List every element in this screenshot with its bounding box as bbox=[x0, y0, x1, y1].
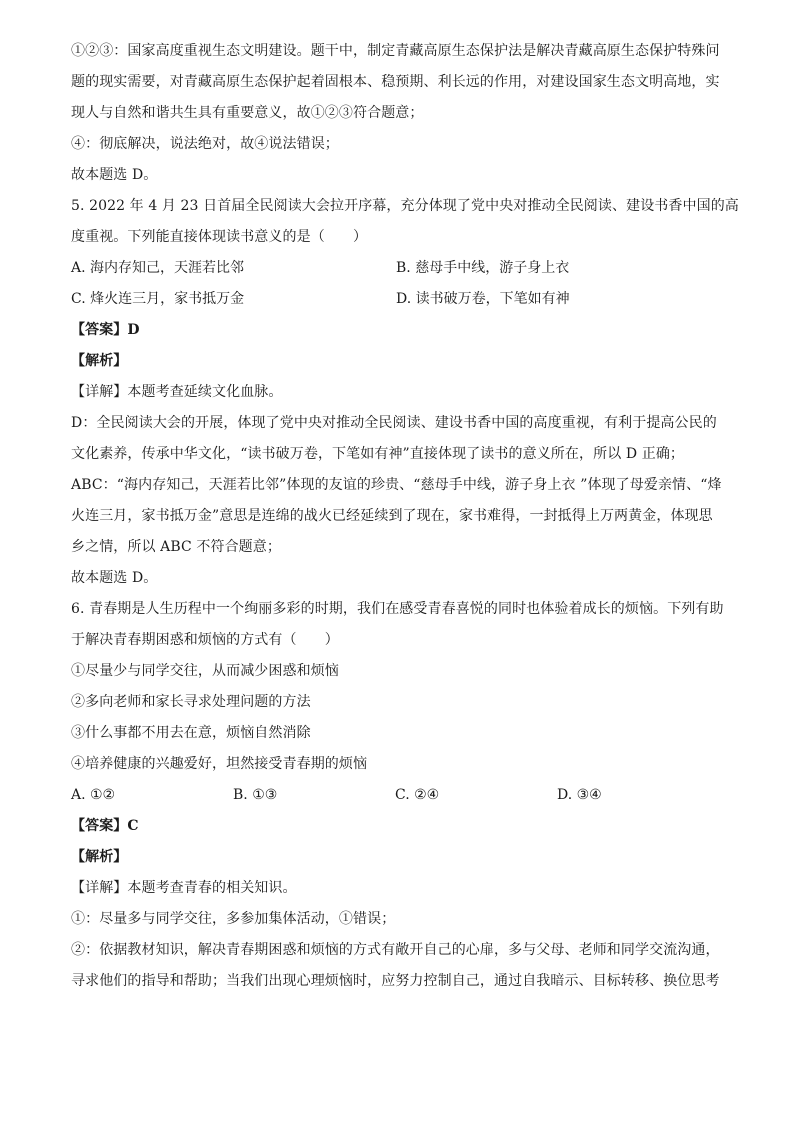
option-b: B. 慈母手中线，游子身上衣 bbox=[396, 260, 570, 276]
question-6-item: ③什么事都不用去在意，烦恼自然消除 bbox=[71, 725, 311, 741]
question-6-stem: 6. 青春期是人生历程中一个绚丽多彩的时期，我们在感受青春喜悦的同时也体验着成长的烦恼。下列有助 bbox=[71, 601, 724, 617]
text-line: 题的现实需要，对青藏高原生态保护起着固根本、稳预期、利长远的作用，对建设国家生态文明高地，实 bbox=[71, 74, 720, 90]
text-line: ①②③：国家高度重视生态文明建设。题干中，制定青藏高原生态保护法是解决青藏高原生态保护特殊问 bbox=[71, 43, 720, 59]
detail-line: 【详解】本题考查青春的相关知识。 bbox=[71, 880, 297, 896]
detail-line: 【详解】本题考查延续文化血脉。 bbox=[71, 384, 283, 400]
option-c: C. 烽火连三月，家书抵万金 bbox=[71, 291, 245, 307]
option-a: A. ①② bbox=[71, 787, 116, 803]
detail-line: ABC：“海内存知己，天涯若比邻”体现的友谊的珍贵、“慈母手中线，游子身上衣 ”体现了母爱亲情、“烽 bbox=[71, 477, 722, 493]
option-a: A. 海内存知己，天涯若比邻 bbox=[71, 260, 245, 276]
question-5-options-row bbox=[71, 253, 721, 284]
analysis-label: 【解析】 bbox=[71, 849, 128, 865]
question-6-item: ④培养健康的兴趣爱好，坦然接受青春期的烦恼 bbox=[71, 756, 368, 772]
question-5-options-row bbox=[71, 284, 721, 315]
question-6-stem: 于解决青春期困惑和烦恼的方式有（ ） bbox=[71, 632, 339, 648]
option-d: D. ③④ bbox=[557, 787, 602, 803]
option-c: C. ②④ bbox=[395, 787, 440, 803]
question-6-item: ②多向老师和家长寻求处理问题的方法 bbox=[71, 694, 311, 710]
text-line: 现人与自然和谐共生具有重要意义，故①②③符合题意； bbox=[71, 105, 424, 121]
detail-line: 火连三月，家书抵万金”意思是连绵的战火已经延续到了现在，家书难得，一封抵得上万两黄金，体现思 bbox=[71, 508, 713, 524]
answer-label: 【答案】D bbox=[71, 322, 140, 338]
detail-line: D：全民阅读大会的开展，体现了党中央对推动全民阅读、建设书香中国的高度重视，有利于提高公民的 bbox=[71, 415, 717, 431]
detail-line: 乡之情，所以 ABC 不符合题意； bbox=[71, 539, 281, 555]
option-d: D. 读书破万卷，下笔如有神 bbox=[396, 291, 570, 307]
detail-line: 寻求他们的指导和帮助；当我们出现心理烦恼时，应努力控制自己，通过自我暗示、目标转移、换位思考 bbox=[71, 973, 720, 989]
option-b: B. ①③ bbox=[233, 787, 278, 803]
detail-line: ①：尽量多与同学交往，多参加集体活动，①错误； bbox=[71, 911, 396, 927]
text-line: 故本题选 D。 bbox=[71, 167, 158, 183]
detail-line: 故本题选 D。 bbox=[71, 570, 158, 586]
answer-label: 【答案】C bbox=[71, 818, 139, 834]
document-page bbox=[71, 36, 739, 997]
analysis-label: 【解析】 bbox=[71, 353, 128, 369]
detail-line: 文化素养，传承中华文化，“读书破万卷，下笔如有神”直接体现了读书的意义所在，所以 D 正确； bbox=[71, 446, 685, 462]
question-6-options-row bbox=[71, 780, 721, 811]
question-5-stem: 度重视。下列能直接体现读书意义的是（ ） bbox=[71, 229, 368, 245]
text-line: ④：彻底解决，说法绝对，故④说法错误； bbox=[71, 136, 339, 152]
detail-line: ②：依据教材知识，解决青春期困惑和烦恼的方式有敞开自己的心扉，多与父母、老师和同学交流沟通， bbox=[71, 942, 720, 958]
question-5-stem: 5. 2022 年 4 月 23 日首届全民阅读大会拉开序幕，充分体现了党中央对推动全民阅读、建设书香中国的高 bbox=[71, 198, 739, 214]
question-6-item: ①尽量少与同学交往，从而减少困惑和烦恼 bbox=[71, 663, 339, 679]
